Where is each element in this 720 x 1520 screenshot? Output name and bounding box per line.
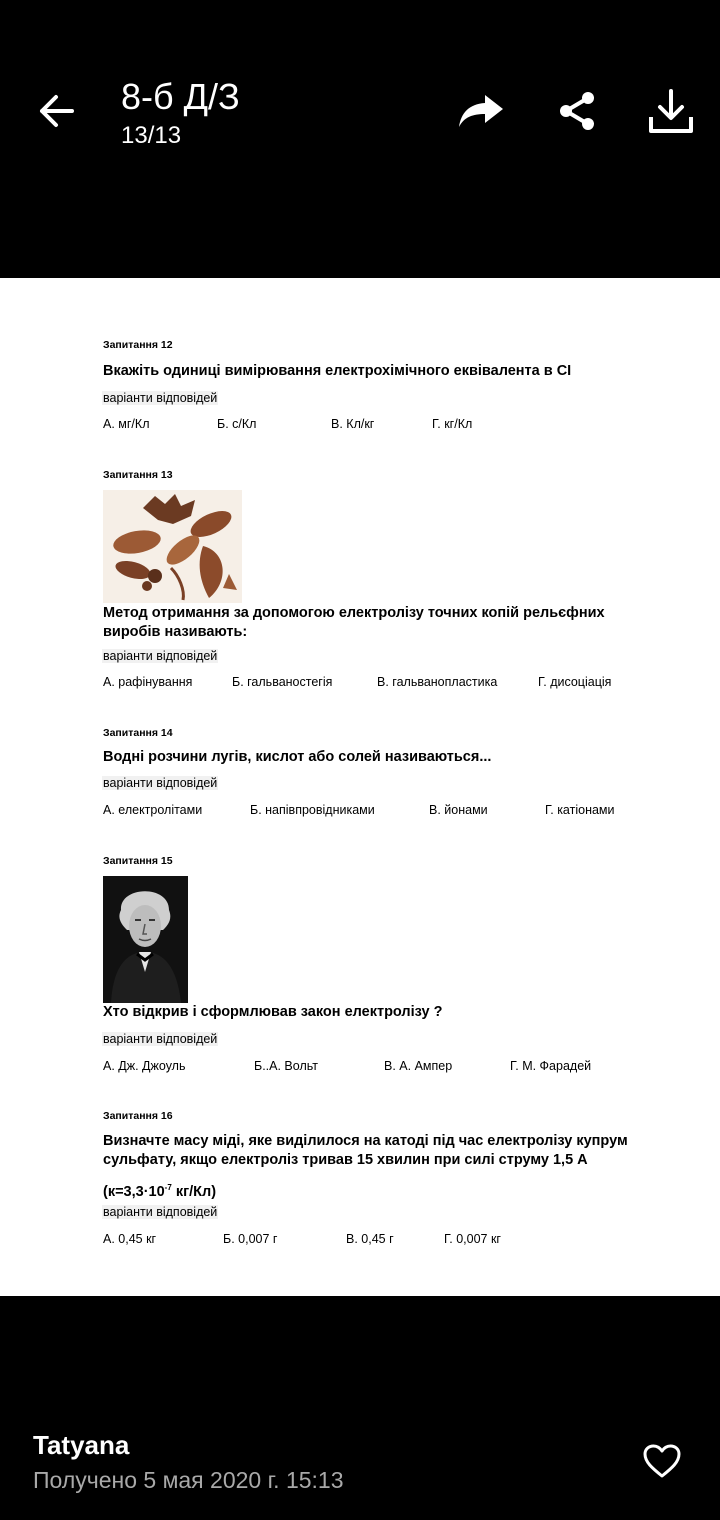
variants-label: варіанти відповідей: [103, 1032, 218, 1046]
question-text: Метод отримання за допомогою електролізу точних копій рельєфних виробів називають:: [103, 605, 605, 640]
question-text: Визначте масу міді, яке виділилося на катоді під час електролізу купрум сульфату, якщо електроліз тривав 15 хвилин при силі струму 1,5 А: [103, 1133, 628, 1168]
share-button[interactable]: [552, 86, 602, 136]
question-number: Запитання 15: [103, 855, 173, 867]
download-icon: [647, 87, 695, 135]
answer-option: А. Дж. Джоуль: [103, 1059, 186, 1073]
forward-button[interactable]: [452, 86, 508, 136]
share-icon: [557, 90, 597, 132]
heart-icon: [642, 1443, 682, 1479]
answer-option: В. 0,45 г: [346, 1232, 394, 1246]
formula-text: [103, 1178, 643, 1202]
answer-option: В. гальванопластика: [377, 675, 498, 689]
sender-name: Tatyana: [33, 1430, 130, 1460]
answer-option: Г. катіонами: [545, 803, 615, 817]
answer-option: Г. М. Фарадей: [510, 1059, 592, 1073]
download-button[interactable]: [644, 84, 698, 138]
received-date: Получено 5 мая 2020 г. 15:13: [33, 1467, 344, 1493]
answer-option: В. йонами: [429, 803, 488, 817]
question-text: Хто відкрив і сформлював закон електролізу ?: [103, 1004, 443, 1020]
answer-option: А. електролітами: [103, 803, 203, 817]
answer-option: Г. 0,007 кг: [444, 1232, 501, 1246]
formula-start: (к=3,3·10: [103, 1183, 165, 1200]
answer-option: А. мг/Кл: [103, 417, 150, 431]
answer-option: Г. кг/Кл: [432, 417, 473, 431]
answer-option: Б. напівпровідниками: [250, 803, 375, 817]
answer-option: В. А. Ампер: [384, 1059, 453, 1073]
question-number: Запитання 13: [103, 469, 173, 481]
faraday-portrait-image: [103, 876, 188, 1003]
page-title: 8-б Д/З: [121, 76, 240, 117]
top-bar: [0, 0, 720, 278]
answer-option: В. Кл/кг: [331, 417, 375, 431]
question-text: Водні розчини лугів, кислот або солей називаються...: [103, 749, 492, 765]
answer-option: Б. 0,007 г: [223, 1232, 278, 1246]
answer-option: Б. с/Кл: [217, 417, 257, 431]
question-number: Запитання 16: [103, 1110, 173, 1122]
answer-option: А. рафінування: [103, 675, 193, 689]
back-button[interactable]: [30, 88, 82, 134]
question-number: Запитання 12: [103, 339, 173, 351]
bottom-bar: [0, 1296, 720, 1520]
variants-label: варіанти відповідей: [103, 391, 218, 405]
arrow-left-icon: [36, 93, 76, 129]
question-text: Вкажіть одиниці вимірювання електрохімічного еквівалента в СІ: [103, 363, 572, 379]
forward-icon: [455, 91, 505, 131]
question-number: Запитання 14: [103, 727, 173, 739]
answer-option: Г. дисоціація: [538, 675, 612, 689]
formula-exponent: -7: [164, 1183, 172, 1192]
answer-option: А. 0,45 кг: [103, 1232, 157, 1246]
formula-end: кг/Кл): [171, 1183, 217, 1200]
document-page: [0, 278, 720, 1296]
variants-label: варіанти відповідей: [103, 776, 218, 790]
variants-label: варіанти відповідей: [103, 649, 218, 663]
like-button[interactable]: [640, 1441, 684, 1481]
page-counter: 13/13: [121, 122, 182, 149]
variants-label: варіанти відповідей: [103, 1205, 218, 1219]
answer-option: Б..А. Вольт: [254, 1059, 319, 1073]
copper-leaves-image: [103, 490, 242, 603]
answer-option: Б. гальваностегія: [232, 675, 333, 689]
